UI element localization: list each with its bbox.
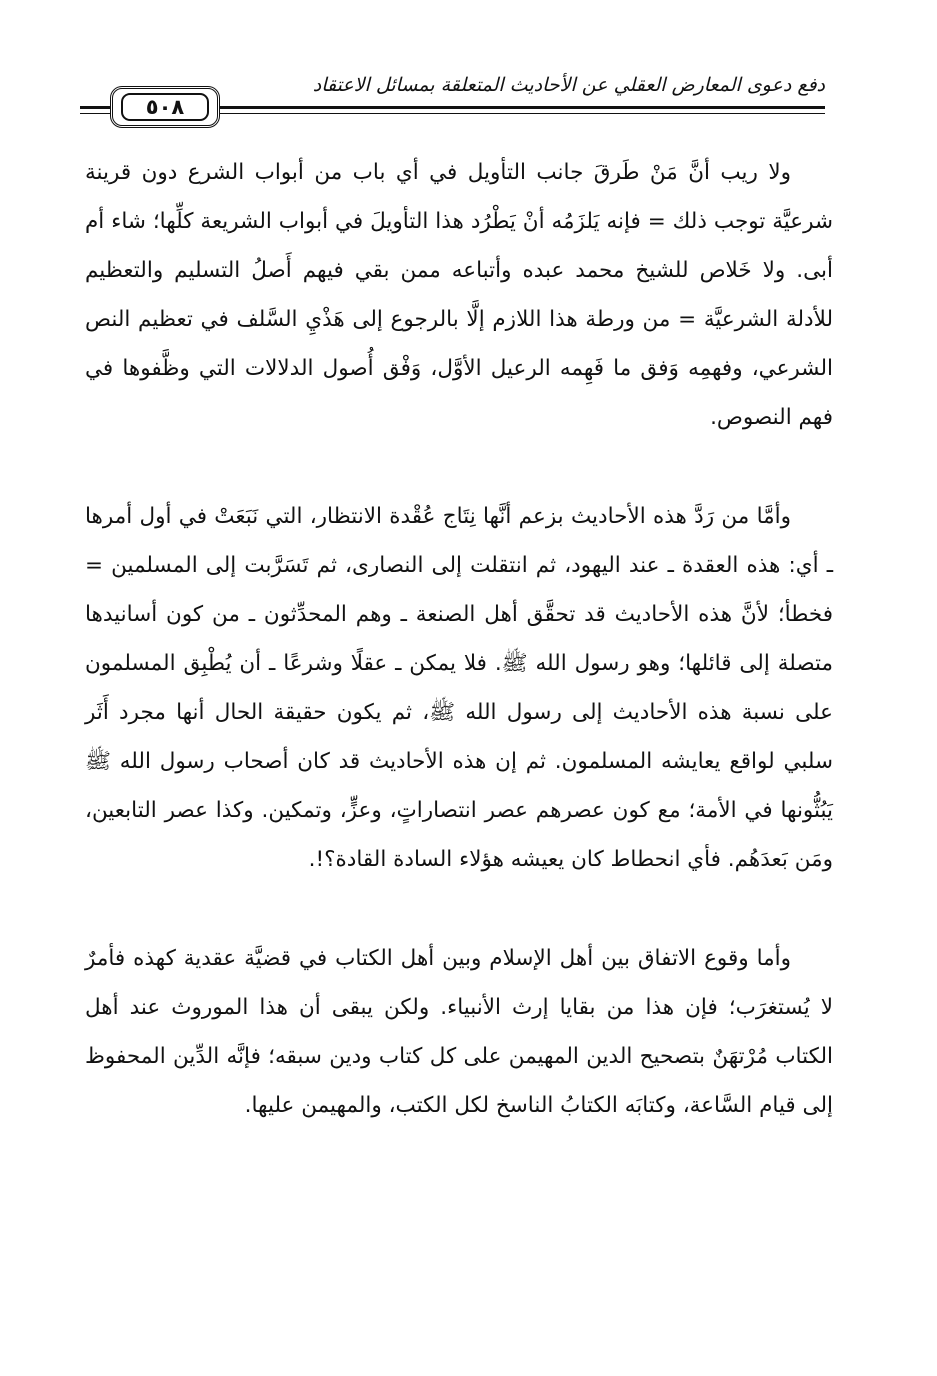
- running-title: دفع دعوى المعارض العقلي عن الأحاديث المتعلقة بمسائل الاعتقاد: [312, 74, 825, 96]
- page-number: ٥٠٨: [121, 93, 209, 121]
- paragraph: ولا ريب أنَّ مَنْ طَرقَ جانب التأويل في أي باب من أبواب الشرع دون قرينة شرعيَّة توجب ذلك = فإنه يَلزَمُه أنْ يَطْرُد هذا التأويلَ في أبواب الشريعة كلِّها؛ شاء أم أبى. ولا خَلاص للشيخ محمد عبده وأتباعه ممن بقي فيهم أَصلُ التسليم والتعظيم للأدلة الشرعيَّة = من ورطة هذا اللازم إلَّا بالرجوع إلى هَذْيِ السَّلف في تعظيم النص الشرعي، وفهمِه وَفق ما فَهِمه الرعيل الأوَّل، وَفْق أُصول الدلالات التي وظَّفوها في فهم النصوص.: [85, 160, 833, 430]
- page-header: [80, 70, 825, 130]
- paragraph: وأمَّا من رَدَّ هذه الأحاديث بزعم أنَّها نِتَاج عُقْدة الانتظار، التي نَبَعَتْ في أول أمرها ـ أي: هذه العقدة ـ عند اليهود، ثم انتقلت إلى النصارى، ثم تَسَرَّبت إلى المسلمين = فخطأ؛ لأنَّ هذه الأحاديث قد تحقَّق أهل الصنعة ـ وهم المحدِّثون ـ من كون أسانيدها متصلة إلى قائلها؛ وهو رسول الله ﷺ. فلا يمكن ـ عقلًا وشرعًا ـ أن يُطْبِق المسلمون على نسبة هذه الأحاديث إلى رسول الله ﷺ، ثم يكون حقيقة الحال أنها مجرد أَثَر سلبي لواقع يعايشه المسلمون. ثم إن هذه الأحاديث قد كان أصحاب رسول الله ﷺ يَبُثُّونها في الأمة؛ مع كون عصرهم عصر انتصاراتٍ، وعزٍّ، وتمكين. وكذا عصر التابعين، ومَن بَعدَهُم. فأي انحطاط كان يعيشه هؤلاء السادة القادة؟!.: [85, 504, 833, 872]
- page-number-frame: [110, 86, 220, 128]
- body-text: [85, 148, 833, 1130]
- paragraph: وأما وقوع الاتفاق بين أهل الإسلام وبين أهل الكتاب في قضيَّة عقدية كهذه فأمرٌ لا يُستغرَب؛ فإن هذا من بقايا إرث الأنبياء. ولكن يبقى أن هذا الموروث عند أهل الكتاب مُرْتهَنٌ بتصحيح الدين المهيمن على كل كتاب ودين سبقه؛ فإنَّه الدِّين المحفوظ إلى قيام السَّاعة، وكتابَه الكتابُ الناسخ لكل الكتب، والمهيمن عليها.: [85, 946, 833, 1118]
